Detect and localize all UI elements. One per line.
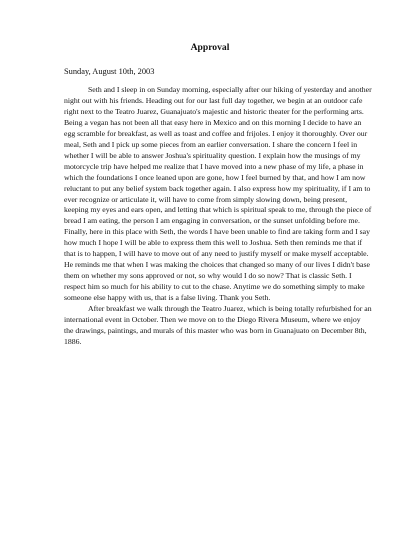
page-title: Approval xyxy=(190,42,230,53)
body-paragraph-2: After breakfast we walk through the Teatro Juarez, which is being totally refurbished for an international event in October. Then we move on to the Diego Rivera Museum, where we enjoy the drawings, paintings, and murals of this master who was born in Guanajuato on December 8th, 1886. xyxy=(64,304,372,346)
entry-body xyxy=(64,85,372,348)
body-paragraph-1: Seth and I sleep in on Sunday morning, especially after our hiking of yesterday and another night out with his friends. Heading out for our last full day together, we begin at an outdoor cafe right next to the Teatro Juarez, Guanajuato's majestic and historic theater for the performing arts. Being a vegan has not been all that easy here in Mexico and on this morning I decide to have an egg scramble for breakfast, as well as toast and coffee and frijoles. I enjoy it thoroughly. Over our meal, Seth and I pick up some pieces from an earlier conversation. I share the concern I feel in whether I will be able to answer Joshua's spirituality question. I explain how the musings of my motorcycle trip have helped me realize that I have moved into a new phase of my life, a phase in which the foundations I once leaned upon are gone, how I feel burned by that, and how I am now reluctant to put any belief system back together again. I also express how my spirituality, if I am to ever recognize or articulate it, will have to come from simply slowing down, being present, keeping my eyes and ears open, and letting that which is spiritual speak to me, through the piece of bread I am eating, the person I am engaging in conversation, or the sunset unfolding before me. Finally, here in this place with Seth, the words I have been unable to find are taking form and I say how much I hope I will be able to express them this well to Joshua. Seth then reminds me that if that is to happen, I will have to move out of any need to justify myself or make myself acceptable. He reminds me that when I was making the choices that changed so many of our lives I didn't base them on whether my sons approved or not, so why would I do so now? That is classic Seth. I respect him so much for his ability to cut to the chase. Anytime we do something simply to make someone else happy with us, that is a false living. Thank you Seth. xyxy=(64,85,372,303)
entry-date: Sunday, August 10th, 2003 xyxy=(64,67,155,76)
